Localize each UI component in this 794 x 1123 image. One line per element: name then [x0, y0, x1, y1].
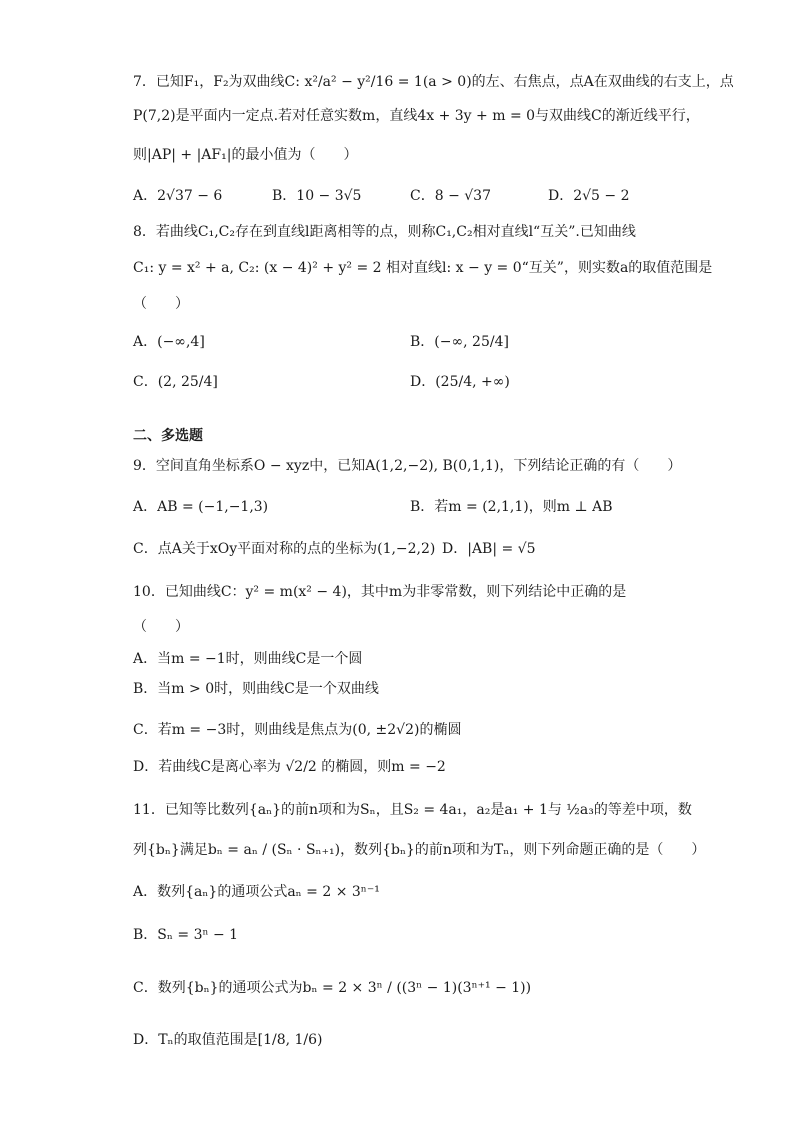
q7-option-b: B．10 − 3√5 — [272, 188, 362, 204]
q10-line-2: （ ） — [133, 619, 189, 635]
q8-option-c: C．(2, 25/4] — [133, 374, 218, 390]
q11-option-d: D．Tₙ的取值范围是[1/8, 1/6) — [133, 1032, 323, 1048]
q7-option-d: D．2√5 − 2 — [548, 188, 630, 204]
q11-option-a: A．数列{aₙ}的通项公式aₙ = 2 × 3ⁿ⁻¹ — [133, 884, 380, 900]
q9-line-1: 9．空间直角坐标系O − xyz中，已知A(1,2,−2), B(0,1,1)，下列结论正确的有（ ） — [133, 458, 682, 474]
q8-line-2: C₁: y = x² + a, C₂: (x − 4)² + y² = 2 相对直线l: x − y = 0“互关”，则实数a的取值范围是 — [133, 260, 713, 276]
q10-option-a: A．当m = −1时，则曲线C是一个圆 — [133, 651, 363, 667]
q8-line-3: （ ） — [133, 296, 189, 312]
q7-line-2: P(7,2)是平面内一定点.若对任意实数m，直线4x + 3y + m = 0与双曲线C的渐近线平行， — [133, 108, 700, 124]
q7-option-a: A．2√37 − 6 — [133, 188, 223, 204]
q9-option-b: B．若m = (2,1,1)，则m ⊥ AB — [410, 499, 613, 515]
q8-line-1: 8．若曲线C₁,C₂存在到直线l距离相等的点，则称C₁,C₂相对直线l“互关”.已知曲线 — [133, 224, 636, 240]
q10-option-d: D．若曲线C是离心率为 √2/2 的椭圆，则m = −2 — [133, 759, 446, 775]
q8-option-b: B．(−∞, 25/4] — [410, 334, 509, 350]
q7-option-c: C．8 − √37 — [410, 188, 491, 204]
section-heading: 二、多选题 — [133, 428, 203, 444]
q11-line-1: 11．已知等比数列{aₙ}的前n项和为Sₙ，且S₂ = 4a₁，a₂是a₁ + 1与 ½a₃的等差中项，数 — [133, 802, 692, 818]
q8-option-d: D．(25/4, +∞) — [410, 374, 510, 390]
q9-option-d: D．|AB| = √5 — [442, 541, 536, 557]
q9-option-c: C．点A关于xOy平面对称的点的坐标为(1,−2,2) — [133, 541, 436, 557]
q10-option-c: C．若m = −3时，则曲线是焦点为(0, ±2√2)的椭圆 — [133, 722, 462, 738]
q10-option-b: B．当m > 0时，则曲线C是一个双曲线 — [133, 681, 379, 697]
q7-line-3: 则|AP| + |AF₁|的最小值为（ ） — [133, 147, 358, 163]
q11-option-b: B．Sₙ = 3ⁿ − 1 — [133, 927, 239, 943]
q11-option-c: C．数列{bₙ}的通项公式为bₙ = 2 × 3ⁿ / ((3ⁿ − 1)(3ⁿ⁺¹ − 1)) — [133, 980, 532, 996]
q11-line-2: 列{bₙ}满足bₙ = aₙ / (Sₙ · Sₙ₊₁)，数列{bₙ}的前n项和为Tₙ，则下列命题正确的是（ ） — [133, 842, 706, 858]
q10-line-1: 10．已知曲线C：y² = m(x² − 4)，其中m为非零常数，则下列结论中正确的是 — [133, 584, 627, 600]
q8-option-a: A．(−∞,4] — [133, 334, 205, 350]
q9-option-a: A．AB = (−1,−1,3) — [133, 499, 269, 515]
q7-line-1: 7．已知F₁，F₂为双曲线C: x²/a² − y²/16 = 1(a > 0)的左、右焦点，点A在双曲线的右支上，点 — [133, 74, 734, 90]
